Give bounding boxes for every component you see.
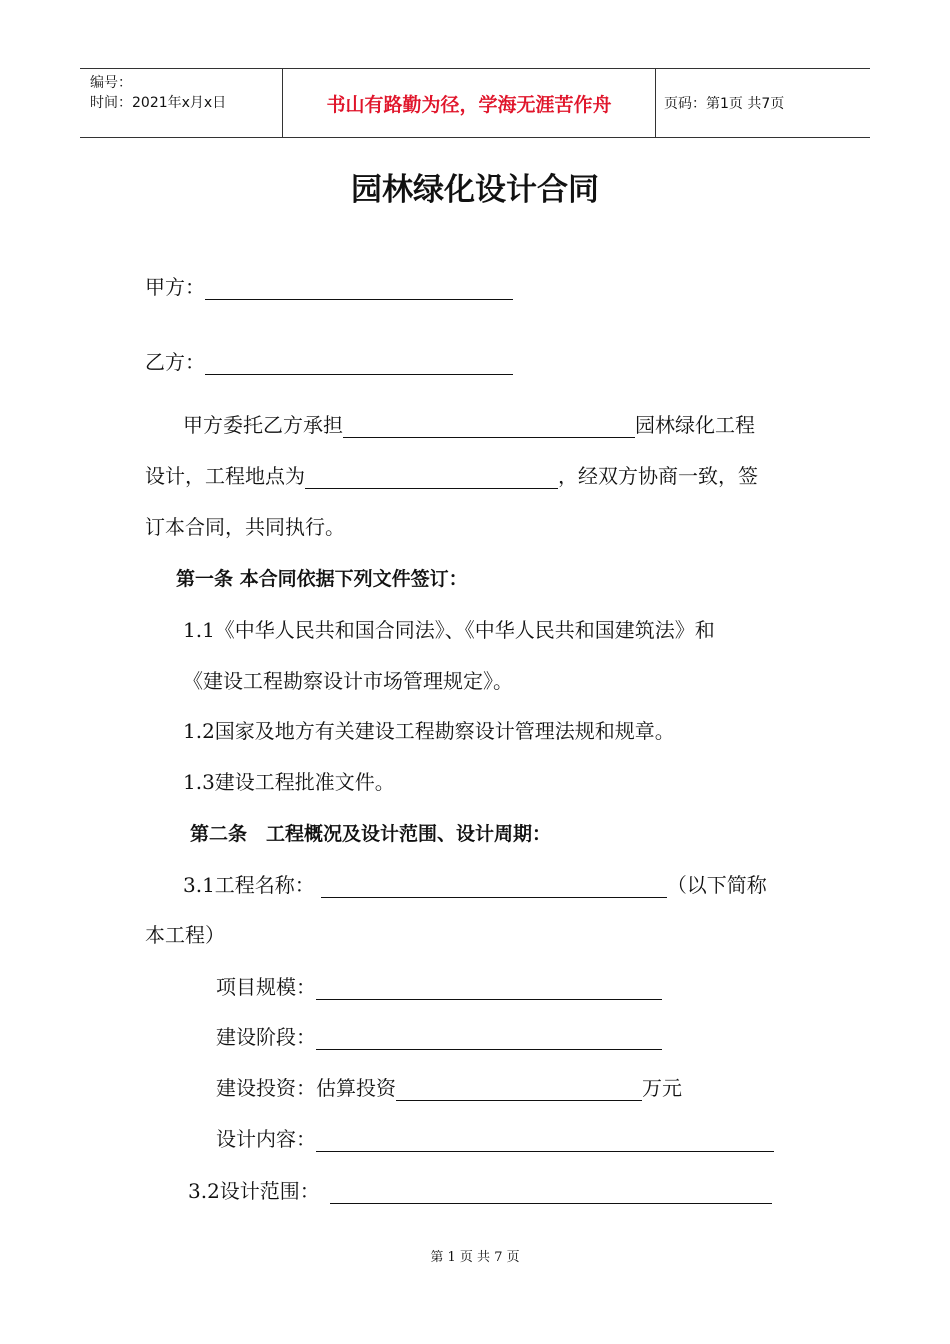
project-scale-line [216,973,662,1001]
article-1-heading: 第一条 本合同依据下列文件签订： [176,568,468,590]
investment-unit: 万元 [642,1076,682,1100]
design-content-blank[interactable] [316,1129,774,1152]
intro-line-2 [145,462,758,490]
project-scale-blank[interactable] [316,977,662,1000]
party-a-label: 甲方： [145,275,205,299]
item-1-1-line-2: 《建设工程勘察设计市场管理规定》。 [183,669,513,693]
project-blank[interactable] [343,415,635,438]
intro-text-2a: 设计，工程地点为 [145,464,305,488]
party-b-blank[interactable] [205,352,513,375]
project-name-label: 3.1工程名称： [183,873,315,897]
investment-label: 建设投资：估算投资 [216,1076,396,1100]
build-stage-label: 建设阶段： [216,1025,316,1049]
design-scope-blank[interactable] [330,1181,772,1204]
item-1-2: 1.2国家及地方有关建设工程勘察设计管理法规和规章。 [183,719,675,743]
item-1-3: 1.3建设工程批准文件。 [183,770,395,794]
project-name-suffix: （以下简称 [666,873,767,897]
design-content-label: 设计内容： [216,1127,316,1151]
item-3-1-line-1 [183,871,767,899]
intro-text-1b: 园林绿化工程 [635,413,755,437]
build-stage-blank[interactable] [316,1027,662,1050]
number-label: 编号： [90,75,132,91]
investment-line [216,1074,682,1102]
item-1-1-line-1: 1.1《中华人民共和国合同法》、《中华人民共和国建筑法》和 [183,618,715,642]
page-footer: 第 1 页 共 7 页 [430,1250,520,1265]
project-scale-label: 项目规模： [216,975,316,999]
location-blank[interactable] [305,466,558,489]
header-motto: 书山有路勤为径，学海无涯苦作舟 [282,69,656,137]
header-page-code: 页码：第1页 共7页 [664,96,785,112]
party-b-line [145,348,513,376]
page-header [80,68,870,138]
intro-text-2b: ，经双方协商一致，签 [558,464,758,488]
intro-text-1a: 甲方委托乙方承担 [183,413,343,437]
time-label: 时间：2021年x月x日 [90,95,227,111]
item-3-1-line-2: 本工程） [145,923,225,947]
document-title: 园林绿化设计合同 [351,172,599,208]
intro-line-1 [183,411,755,439]
project-name-blank[interactable] [321,875,667,898]
party-a-line [145,273,513,301]
investment-blank[interactable] [396,1078,642,1101]
party-a-blank[interactable] [205,277,513,300]
build-stage-line [216,1023,662,1051]
design-content-line [216,1125,774,1153]
design-scope-line [188,1177,772,1205]
header-meta [90,73,226,113]
article-2-heading: 第二条 工程概况及设计范围、设计周期： [190,823,552,845]
party-b-label: 乙方： [145,350,205,374]
design-scope-label: 3.2设计范围： [188,1179,320,1203]
intro-line-3: 订本合同，共同执行。 [145,515,345,539]
